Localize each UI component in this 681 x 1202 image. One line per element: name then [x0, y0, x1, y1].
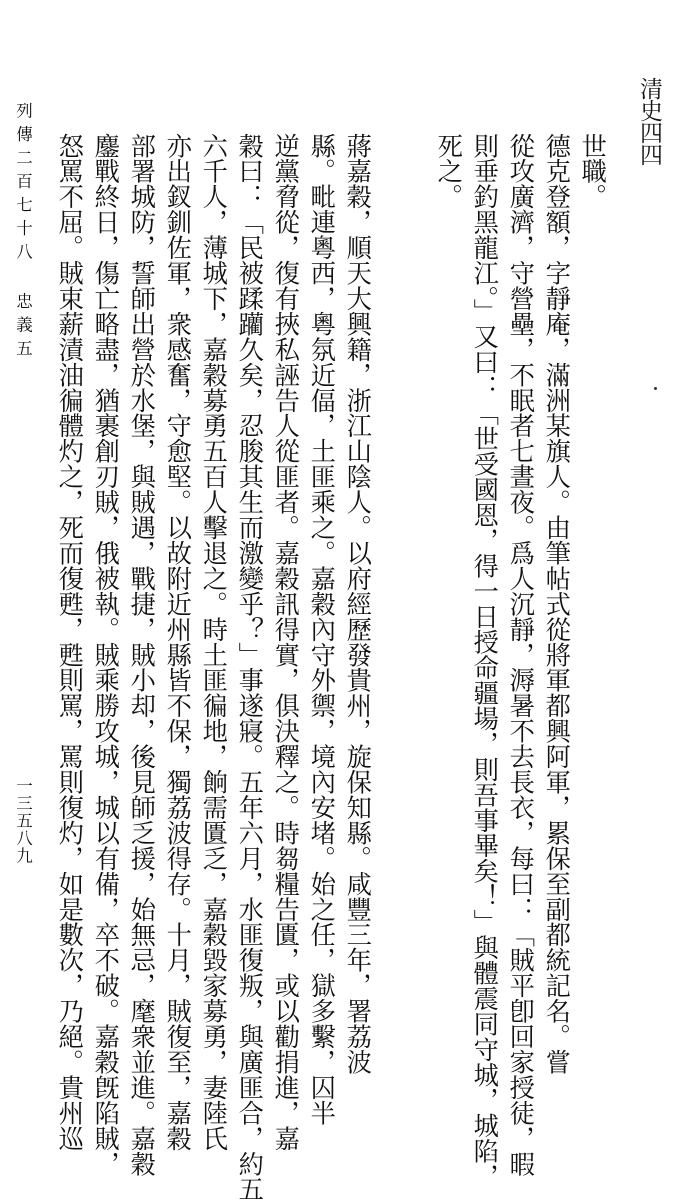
text-column: 六千人，薄城下，嘉穀募勇五百人擊退之。時土匪徧地，餉需匱乏，嘉穀毀家募勇，妻陸氏 [199, 133, 229, 1151]
page-number: 一三五八九 [13, 777, 33, 865]
text-column: 鏖戰終日，傷亡略盡，猶裹創刃賊，俄被執。賊乘勝攻城，城以有備，卒不破。嘉穀旣陷賊， [91, 133, 121, 1177]
text-column: 死之。 [434, 133, 464, 210]
text-column: 縣。毗連粵西，粵氛近偪，土匪乘之。嘉穀內守外禦，境內安堵。始之任，獄多繫，囚半 [307, 133, 337, 1126]
margin-mark [654, 387, 657, 390]
text-column: 部署城防，誓師出營於水堡，與賊遇，戰捷，賊小却，後見師乏援，始無忌，麾衆並進。嘉穀 [127, 133, 157, 1177]
text-column: 怒罵不屈。賊束薪漬油徧體灼之，死而復甦，甦則罵，罵則復灼，如是數次，乃絕。貴州巡 [55, 133, 85, 1151]
text-column: 穀曰：「民被蹂躪久矣，忍朘其生而激變乎？」事遂寢。五年六月，水匪復叛，與廣匪合，約五 [235, 133, 265, 1202]
text-column: 德克登額，字靜庵，滿洲某旗人。由筆帖式從將軍都興阿軍，累保至副都統記名。嘗 [542, 133, 572, 1075]
text-column: 世職。 [578, 133, 608, 210]
running-header: 清史四四 [636, 77, 662, 165]
text-column: 亦出釵釧佐軍，衆感奮，守愈堅。以故附近州縣皆不保，獨荔波得存。十月，賊復至，嘉穀 [163, 133, 193, 1151]
text-column: 逆黨脅從，復有挾私誣告人從匪者。嘉穀訊得實，俱決釋之。時芻糧告匱，或以勸捐進，嘉 [271, 133, 301, 1151]
folio-title: 列傳二百七十八 忠義五 [13, 102, 33, 363]
text-column: 蔣嘉穀，順天大興籍，浙江山陰人。以府經歷發貴州，旋保知縣。咸豐三年，署荔波 [343, 133, 373, 1075]
text-column: 則垂釣黑龍江。」又曰：「世受國恩，得一日授命疆場，則吾事畢矣！」與體震同守城，城陷， [470, 133, 500, 1190]
text-column: 從攻廣濟，守營壘，不眠者七晝夜。爲人沉靜，溽暑不去長衣，每曰：「賊平卽回家授徒，暇 [506, 133, 536, 1177]
